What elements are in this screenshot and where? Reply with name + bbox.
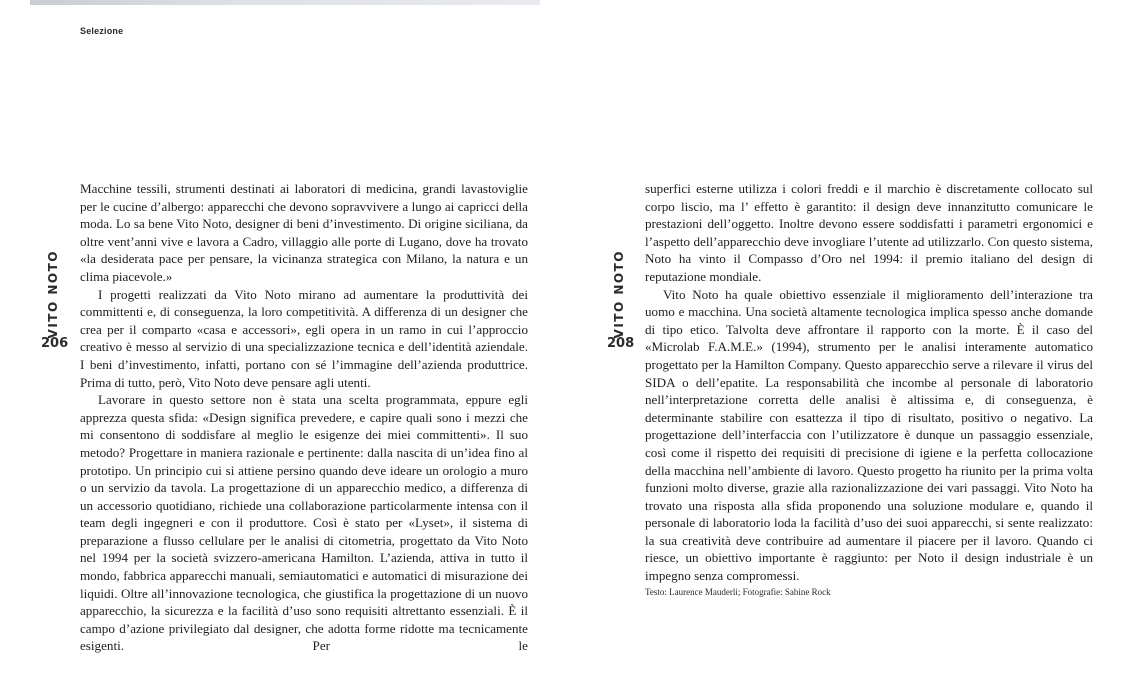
right-side-name: VITO NOTO (612, 250, 626, 339)
left-page-number: 206 (41, 336, 69, 351)
left-text-column (80, 180, 528, 655)
top-photo-edge (30, 0, 540, 5)
right-paragraph-2: Vito Noto ha quale obiettivo essenziale il miglioramento dell’interazione tra uomo e macchina. Una società altamente tecnologica implica spesso anche domande di tipo etico. Talvolta deve affrontare il rapporto con la morte. È il caso del «Microlab F.A.M.E.» (1994), strumento per le analisi interamente automatico progettato per la Hamilton Company. Questo apparecchio serve a rilevare il virus del SIDA o dell’epatite. La responsabilità che incombe al personale di laboratorio nell’interpretazione corretta delle analisi è altissima e, di conseguenza, è determinante stabilire con esattezza il tipo di risultato, positivo o negativo. La progettazione dell’interfaccia con l’utilizzatore è dunque un passaggio essenziale, così come il rispetto dei requisiti di precisione di igiene e la perfetta collocazione della macchina nell’ambiente di lavoro. Questo progetto ha riunito per la prima volta funzioni molto diverse, grazie alla razionalizzazione dei vari passaggi. Vito Noto ha trovato una risposta alla sfida proponendo una soluzione modulare e, quando il personale di laboratorio loda la facilità d’uso dei suoi apparecchi, si sente realizzato: la sua creatività deve contribuire ad aumentare il piacere per il lavoro. Quando ci riesce, un obiettivo importante è raggiunto: per Noto il design industriale è un impegno senza compromessi. (645, 286, 1093, 584)
right-paragraph-1: superfici esterne utilizza i colori freddi e il marchio è discretamente collocato sul corpo liscio, ma l’ effetto è garantito: il design deve innanzitutto comunicare le prestazioni dell’oggetto. Inoltre devono essere soddisfatti i parametri ergonomici e l’aspetto dell’apparecchio deve invogliare l’utente ad utilizzarlo. Con questo sistema, Noto ha vinto il Compasso d’Oro nel 1994: il premio italiano del design di reputazione mondiale. (645, 181, 1093, 284)
right-text-column (645, 180, 1093, 598)
left-paragraph-2: I progetti realizzati da Vito Noto mirano ad aumentare la produttività dei committenti e, di conseguenza, la loro competitività. A differenza di un designer che crea per il comparto «casa e accessori», egli opera in un ramo in cui l’approccio creativo è messo al servizio di una specializzazione tecnica e dell’identità aziendale. I beni d’investimento, infatti, portano con sé l’immagine dell’azienda produttrice. Prima di tutto, però, Vito Noto deve pensare agli utenti. (80, 286, 528, 390)
left-paragraph-1: Macchine tessili, strumenti destinati ai laboratori di medicina, grandi lavastoviglie per le cucine d’albergo: apparecchi che devono sopravvivere a lungo ai capricci della moda. Lo sa bene Vito Noto, designer di beni d’investimento. Di origine siciliana, da oltre vent’anni vive e lavora a Cadro, villaggio alle porte di Lugano, dove ha trovato «la desiderata pace per pensare, la vicinanza strategica con Milano, la natura e un clima piacevole.» (80, 181, 528, 284)
photo-credit: Testo: Laurence Mauderli; Fotografie: Sabine Rock (645, 586, 831, 597)
section-label: Selezione (80, 26, 124, 36)
left-side-name: VITO NOTO (46, 250, 60, 339)
left-paragraph-3: Lavorare in questo settore non è stata una scelta programmata, eppure egli apprezza questa sfida: «Design significa prevedere, e capire quali sono i mezzi che mi consentono di soddisfare al meglio le esigenze dei miei committenti». Il suo metodo? Progettare in maniera razionale e pertinente: dalla nascita di un’idea fino al prototipo. Un principio cui si attiene persino quando deve ideare un orologio a muro o un servizio da tavola. La progettazione di un apparecchio medico, a differenza di un accessorio quotidiano, richiede una collaborazione particolarmente intensa con il team degli ingegneri e con il produttore. Così è stato per «Lyset», il sistema di preparazione a flusso cellulare per le analisi di citometria, progettato da Vito Noto nel 1994 per la società svizzero-americana Hamilton. L’azienda, attiva in tutto il mondo, fabbrica apparecchi manuali, semiautomatici e automatici di misurazione dei liquidi. Oltre all’innovazione tecnologica, che giustifica la progettazione di un nuovo apparecchio, la sicurezza e la facilità d’uso sono requisiti altrettanto essenziali. È il campo d’azione privilegiato dal designer, che adotta forme ridotte ma tecnicamente esigenti. Per le (80, 392, 528, 654)
right-page-number: 208 (607, 336, 635, 351)
